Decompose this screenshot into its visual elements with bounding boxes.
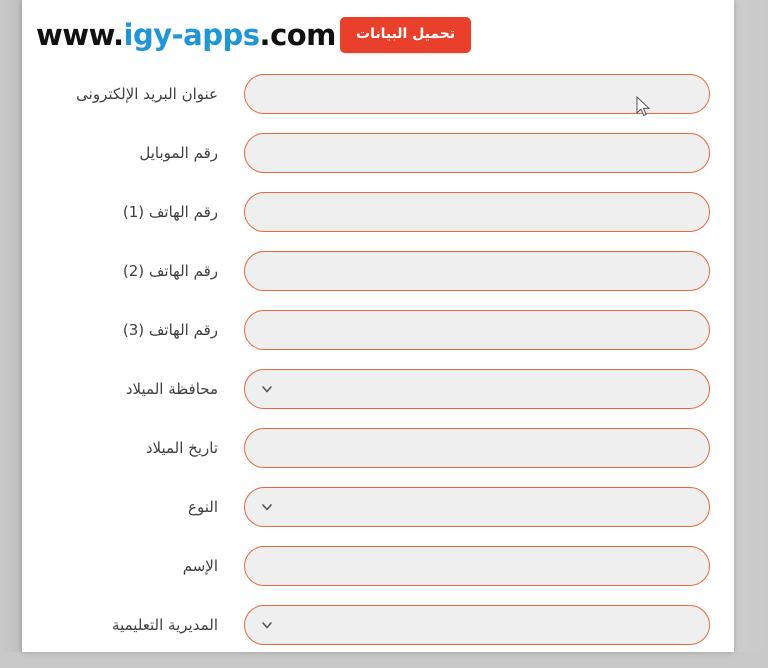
- field-wrap: [220, 251, 728, 291]
- form-row: [68, 542, 728, 590]
- mobile-number-field[interactable]: [244, 133, 710, 173]
- download-data-button[interactable]: تحميل البيانات: [340, 17, 471, 53]
- form-row: [68, 70, 728, 118]
- form-row: [68, 365, 728, 413]
- field-wrap: [220, 192, 728, 232]
- field-wrap: [220, 310, 728, 350]
- field-label-birth-governorate: محافظة الميلاد: [125, 379, 218, 398]
- page-left-edge: [0, 0, 22, 668]
- chevron-down-icon: [261, 619, 273, 631]
- form-row: [68, 188, 728, 236]
- education-directorate-select[interactable]: [244, 605, 710, 645]
- field-label-phone-2: رقم الهاتف (2): [122, 261, 218, 280]
- chevron-down-icon: [261, 501, 273, 513]
- field-wrap: [220, 605, 728, 645]
- field-label-email: عنوان البريد الإلكترونى: [76, 84, 218, 103]
- name-field[interactable]: [244, 546, 710, 586]
- field-label-birth-date: تاريخ الميلاد: [145, 438, 218, 457]
- email-field[interactable]: [244, 74, 710, 114]
- field-wrap: [220, 369, 728, 409]
- phone-1-field[interactable]: [244, 192, 710, 232]
- field-wrap: [220, 428, 728, 468]
- field-wrap: [220, 133, 728, 173]
- field-label-name: الإسم: [182, 556, 218, 575]
- field-label-phone-3: رقم الهاتف (3): [122, 320, 218, 339]
- form-row: [68, 424, 728, 472]
- field-wrap: [220, 487, 728, 527]
- watermark-prefix: www.: [36, 18, 124, 52]
- watermark-suffix: .com: [259, 18, 336, 52]
- field-wrap: [220, 546, 728, 586]
- field-label-phone-1: رقم الهاتف (1): [122, 202, 218, 221]
- form-row: [68, 601, 728, 649]
- watermark-brand: igy-apps: [123, 18, 260, 52]
- birth-date-field[interactable]: [244, 428, 710, 468]
- phone-2-field[interactable]: [244, 251, 710, 291]
- phone-3-field[interactable]: [244, 310, 710, 350]
- field-wrap: [220, 74, 728, 114]
- form-row: [68, 483, 728, 531]
- gender-select[interactable]: [244, 487, 710, 527]
- site-watermark: [36, 18, 336, 52]
- chevron-down-icon: [261, 383, 273, 395]
- form-page-card: [22, 0, 734, 652]
- birth-governorate-select[interactable]: [244, 369, 710, 409]
- page-right-edge: [734, 0, 768, 668]
- registration-form: [68, 70, 728, 660]
- field-label-mobile: رقم الموبايل: [139, 143, 218, 162]
- field-label-gender: النوع: [188, 497, 218, 516]
- form-row: [68, 129, 728, 177]
- field-label-education-directorate: المديرية التعليمية: [112, 615, 218, 634]
- form-row: [68, 306, 728, 354]
- form-row: [68, 247, 728, 295]
